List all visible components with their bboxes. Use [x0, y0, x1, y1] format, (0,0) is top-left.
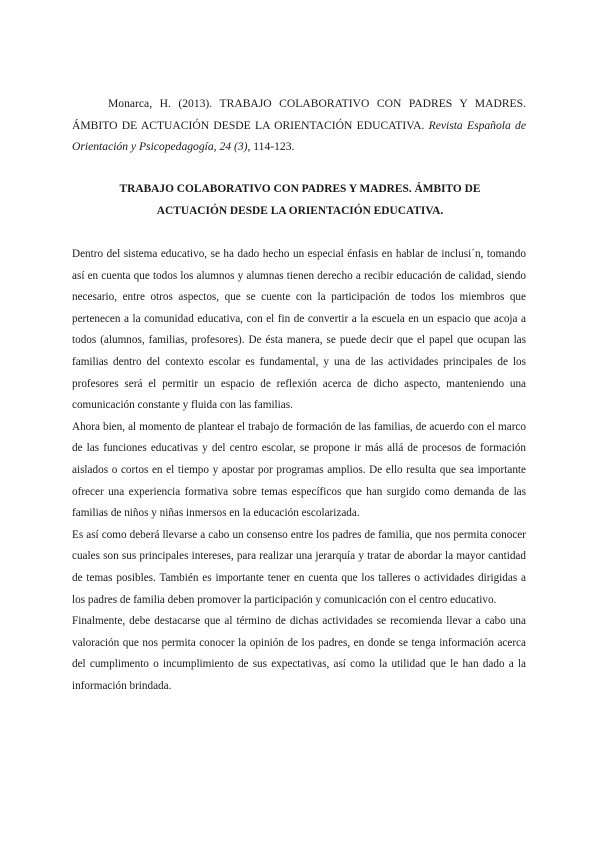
document-title-line-2: ACTUACIÓN DESDE LA ORIENTACIÓN EDUCATIVA. [156, 205, 444, 217]
citation-authors-year: Monarca, H. (2013). [108, 97, 220, 110]
citation-pages: , 114-123. [247, 140, 295, 153]
citation-journal: Revista Española de Orientación y Psicopedagogía, 24 (3) [72, 118, 526, 153]
paragraph-4: Finalmente, debe destacarse que al término de dichas actividades se recomienda llevar a cabo una valoración que nos permita conocer la opinión de los padres, en donde se tenga información acerca del cumplimento o incumplimiento de sus expectativas, así como la utilidad que le han dado a la información brindada. [72, 615, 526, 692]
citation-article-title: TRABAJO COLABORATIVO CON PADRES Y MADRES. ÁMBITO DE ACTUACIÓN DESDE LA ORIENTACIÓN EDUCATIVA. [72, 97, 526, 132]
paragraph-2: Ahora bien, al momento de plantear el trabajo de formación de las familias, de acuerdo con el marco de las funciones educativas y del centro escolar, se propone ir más allá de procesos de formación aislados o cortos en el tiempo y apostar por programas amplios. De ello resulta que sea importante ofrecer una experiencia formativa sobre temas específicos que han surgido como demanda de las familias de niños y niñas inmersos en la educación escolarizada. [72, 420, 526, 520]
paragraph-1: Dentro del sistema educativo, se ha dado hecho un especial énfasis en hablar de inclusi´n, tomando así en cuenta que todos los alumnos y alumnas tienen derecho a recibir educación de calidad, siendo necesario, entre otros aspectos, que se cuente con la participación de todos los miembros que pertenecen a la comunidad educativa, con el fin de convertir a la escuela en un espacio que acoja a todos (alumnos, familias, profesores). De ésta manera, se puede decir que el papel que ocupan las familias dentro del contexto escolar es fundamental, y una de las actividades principales de los profesores será el permitir un espacio de reflexión acerca de dicho aspecto, manteniendo una comunicación constante y fluida con las familias. [72, 248, 526, 412]
document-title-line-1: TRABAJO COLABORATIVO CON PADRES Y MADRES. ÁMBITO DE [119, 183, 481, 195]
document-title [80, 178, 520, 222]
citation [72, 93, 526, 158]
body-text [72, 244, 526, 697]
paragraph-3: Es así como deberá llevarse a cabo un consenso entre los padres de familia, que nos permita conocer cuales son sus principales intereses, para realizar una jerarquía y tratar de abordar la mayor cantidad de temas posibles. También es importante tener en cuenta que los talleres o actividades dirigidas a los padres de familia deben promover la participación y comunicación con el centro educativo. [72, 528, 526, 606]
